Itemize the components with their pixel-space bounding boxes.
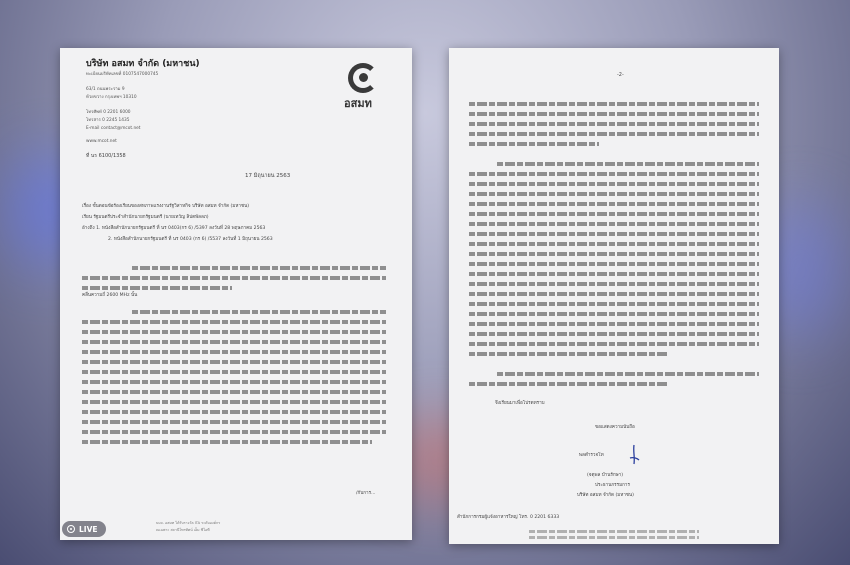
body-text-line [469, 232, 759, 236]
fax: โทรสาร 0 2245 1435 [86, 118, 130, 123]
letter-page-1 [60, 48, 412, 540]
body-text-line [469, 202, 759, 206]
body-text-line [469, 122, 759, 126]
continued-marker: /กับการ... [356, 491, 376, 496]
body-text-line [82, 430, 386, 434]
body-text-line [469, 222, 759, 226]
body-text-line [469, 182, 759, 186]
body-text-line [469, 242, 759, 246]
body-text-line [469, 212, 759, 216]
website: www.mcot.net [86, 139, 117, 144]
body-text-line [469, 112, 759, 116]
recipient-line: เรียน รัฐมนตรีประจำสำนักนายกรัฐมนตรี (นายเทวัญ ลิปตพัลลภ) [82, 215, 209, 220]
live-label: LIVE [79, 524, 98, 534]
body-text-line [497, 372, 759, 376]
live-badge [62, 521, 106, 537]
address-line: 63/1 ถนนพระราม 9 [86, 87, 125, 92]
footer-note: บมจ. อสมท ได้รับรางวัล ITA ระดับองค์กร [156, 521, 221, 525]
footer-note: ณเฉพาะ สถานีโทรทัศน์ เอ็ม ซีโอที [156, 528, 210, 532]
body-text-line [469, 142, 599, 146]
live-broadcast-icon [67, 525, 75, 533]
body-text-line [497, 162, 759, 166]
page-number: -2- [617, 72, 624, 78]
regards-line: ขอแสดงความนับถือ [595, 425, 635, 430]
body-text-line [82, 390, 386, 394]
email: E-mail contact@mcot.net [86, 126, 141, 131]
body-text-line [82, 380, 386, 384]
body-text-line [469, 352, 669, 356]
reference-number: ที่ นร 6100/1358 [86, 153, 126, 159]
logo-dot [359, 73, 368, 82]
body-text-line [82, 420, 386, 424]
signer-title: ประธานกรรมการ [595, 483, 630, 488]
body-text-line [82, 400, 386, 404]
reference-line: อ้างถึง 1. หนังสือสำนักนายกรัฐมนตรี ที่ นร 0403(กร 6) /5397 ลงวันที่ 28 พฤษภาคม 2563 [82, 226, 266, 231]
letter-page-2 [449, 48, 779, 544]
footer-note [529, 536, 699, 539]
body-text-line [82, 440, 372, 444]
mcot-logo [342, 63, 398, 109]
signer-rank: พลตำรวจโท [579, 453, 604, 458]
body-text-line [82, 360, 386, 364]
body-text-line [469, 302, 759, 306]
body-text-line [469, 102, 759, 106]
signer-name: (จตุพล บำนรักษา) [587, 473, 624, 478]
body-text-line [82, 410, 386, 414]
body-text-line: คลื่นความถี่ 2600 MHz นั้น [82, 293, 138, 298]
body-text-line [132, 266, 386, 270]
company-name: บริษัท อสมท จำกัด (มหาชน) [86, 59, 200, 69]
body-text-line [469, 322, 759, 326]
address-line: ห้วยขวาง กรุงเทพฯ 10310 [86, 95, 137, 100]
body-text-line [469, 292, 759, 296]
phone: โทรศัพท์ 0 2201 6000 [86, 110, 131, 115]
body-text-line [82, 276, 386, 280]
logo-wordmark: อสมท [344, 97, 372, 110]
reference-line: 2. หนังสือสำนักนายกรัฐมนตรี ที่ นร 0403 (กร 6) /5537 ลงวันที่ 1 มิถุนายน 2563 [108, 237, 273, 242]
contact-line: สำนักการกรมผู้แจ้งอาหารใหญ่ โทร. 0 2201 6333 [457, 515, 560, 520]
body-text-line [469, 312, 759, 316]
body-text-line [469, 192, 759, 196]
signer-title: บริษัท อสมท จำกัด (มหาชน) [577, 493, 634, 498]
letter-date: 17 มิถุนายน 2563 [245, 173, 291, 179]
body-text-line [82, 286, 232, 290]
body-text-line [469, 282, 759, 286]
body-text-line [82, 320, 386, 324]
body-text-line [469, 332, 759, 336]
body-text-line [469, 252, 759, 256]
subject-line: เรื่อง ขั้นตอนข้อร้องเรียนของสหภาพแรงงานรัฐวิสาหกิจ บริษัท อสมท จำกัด (มหาชน) [82, 204, 250, 209]
footer-note [529, 530, 699, 533]
body-text-line [469, 132, 759, 136]
closing-line: จึงเรียนมาเพื่อโปรดทราบ [495, 401, 545, 406]
body-text-line [82, 340, 386, 344]
body-text-line [469, 272, 759, 276]
body-text-line [82, 370, 386, 374]
body-text-line [82, 350, 386, 354]
body-text-line [469, 172, 759, 176]
handwritten-signature [627, 444, 641, 470]
body-text-line [82, 330, 386, 334]
body-text-line [469, 262, 759, 266]
registration-number: ทะเบียนบริษัทเลขที่ 0107547000745 [86, 72, 159, 77]
body-text-line [469, 382, 669, 386]
body-text-line [469, 342, 759, 346]
body-text-line [132, 310, 386, 314]
